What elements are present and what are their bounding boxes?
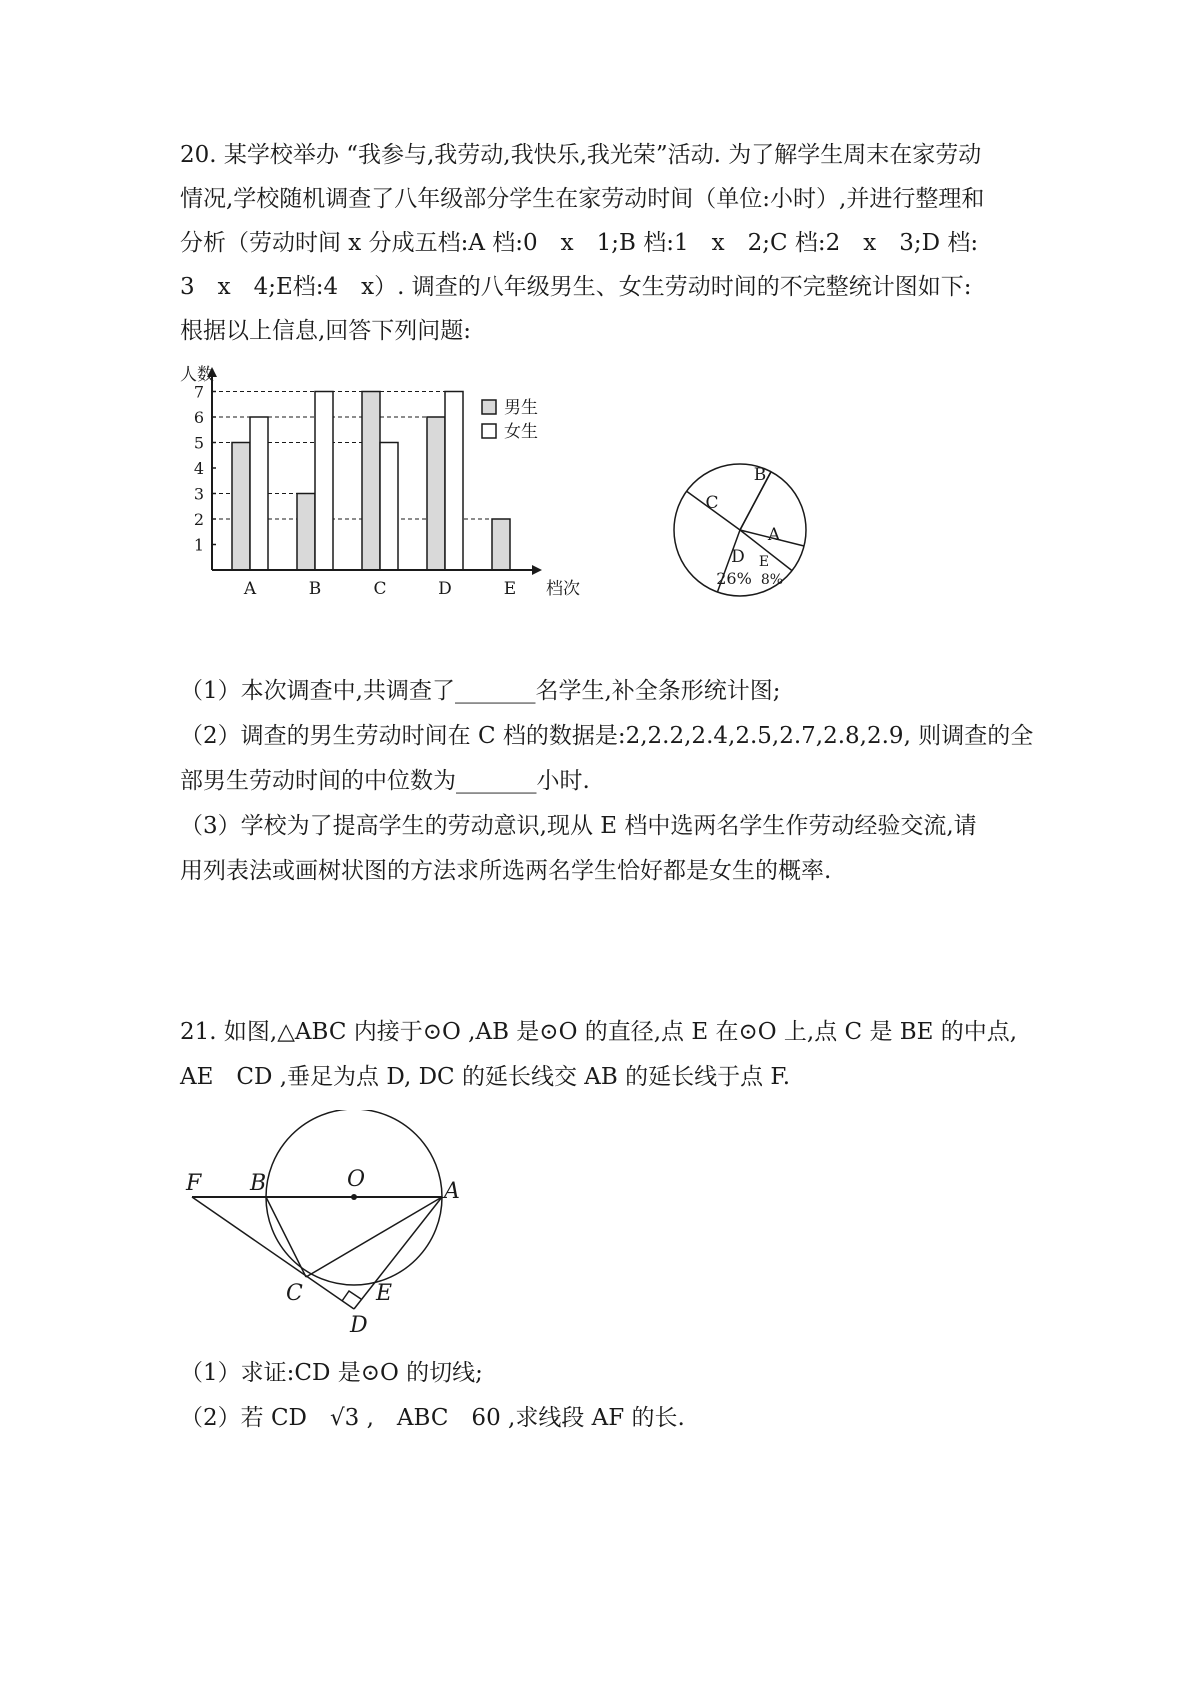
y-tick-label: 3 (193, 484, 204, 504)
pie-percent-D: 26% (716, 569, 752, 588)
line-ad (354, 1197, 442, 1309)
q20-line-5: 根据以上信息,回答下列问题: (180, 318, 472, 344)
x-axis-label: 档次 (546, 579, 580, 599)
label-b: B (250, 1171, 267, 1196)
q20-sub-2a: （2）调查的男生劳动时间在 C 档的数据是:2,2.2,2.4,2.5,2.7,2.8,2.9, 则调查的全 (180, 723, 1034, 749)
geometry-figure (180, 1110, 470, 1340)
point-o (351, 1194, 357, 1200)
legend-swatch-女生 (482, 424, 496, 438)
line-bc (266, 1197, 306, 1277)
x-axis-arrow (532, 565, 542, 575)
legend-label-女生: 女生 (504, 422, 538, 442)
line-ca (306, 1197, 442, 1277)
q20-line-1: 20. 某学校举办 “我参与,我劳动,我快乐,我光荣”活动. 为了解学生周末在家劳动 (180, 142, 982, 168)
y-tick-label: 4 (193, 459, 204, 478)
bar-女生-D (445, 392, 463, 571)
q20-line-4: 3 x 4;E档:4 x）. 调查的八年级男生、女生劳动时间的不完整统计图如下: (180, 274, 972, 300)
x-tick-label: B (308, 579, 322, 599)
bar-chart (180, 362, 620, 612)
line-fd (192, 1197, 354, 1309)
q21-sub-1: （1）求证:CD 是⊙O 的切线; (180, 1360, 483, 1386)
bar-男生-A (232, 443, 250, 571)
pie-label-E: E (758, 554, 770, 570)
pie-chart (660, 450, 820, 610)
q21-line-2: AE CD ,垂足为点 D, DC 的延长线交 AB 的延长线于点 F. (180, 1064, 791, 1090)
x-tick-label: A (243, 579, 257, 599)
q20-line-3: 分析（劳动时间 x 分成五档:A 档:0 x 1;B 档:1 x 2;C 档:2 x 3;D 档: (180, 230, 979, 256)
y-tick-label: 6 (193, 408, 204, 427)
y-tick-label: 1 (193, 535, 204, 555)
x-tick-label: C (373, 579, 387, 599)
bar-男生-B (297, 494, 315, 571)
pie-label-C: C (705, 493, 719, 513)
bar-女生-B (315, 392, 333, 571)
pie-label-D: D (731, 547, 745, 567)
q20-line-2: 情况,学校随机调查了八年级部分学生在家劳动时间（单位:小时）,并进行整理和 (180, 186, 985, 212)
y-tick-label: 7 (193, 382, 204, 402)
q20-sub-3a: （3）学校为了提高学生的劳动意识,现从 E 档中选两名学生作劳动经验交流,请 (180, 813, 977, 839)
label-c: C (286, 1281, 303, 1306)
y-axis-label: 人数 (180, 365, 214, 385)
q20-sub-2b: 部男生劳动时间的中位数为_______小时. (180, 768, 590, 794)
bar-男生-C (362, 392, 380, 571)
q20-sub-1: （1）本次调查中,共调查了_______名学生,补全条形统计图; (180, 678, 781, 704)
y-tick-label: 2 (193, 510, 204, 529)
bar-女生-C (380, 443, 398, 571)
label-o: O (347, 1167, 366, 1192)
pie-label-B: B (753, 465, 767, 485)
pie-label-A: A (767, 525, 781, 545)
x-tick-label: D (438, 579, 452, 599)
pie-percent-E: 8% (760, 572, 784, 588)
label-e: E (376, 1281, 393, 1306)
x-tick-label: E (503, 579, 517, 599)
label-f: F (186, 1171, 202, 1196)
bar-女生-A (250, 417, 268, 570)
q21-sub-2: （2）若 CD √3 , ABC 60 ,求线段 AF 的长. (180, 1405, 685, 1431)
bar-男生-E (492, 519, 510, 570)
q20-sub-3b: 用列表法或画树状图的方法求所选两名学生恰好都是女生的概率. (180, 858, 832, 884)
y-tick-label: 5 (193, 433, 204, 453)
bar-男生-D (427, 417, 445, 570)
label-d: D (350, 1313, 368, 1338)
legend-label-男生: 男生 (504, 398, 538, 418)
legend-swatch-男生 (482, 400, 496, 414)
right-angle-mark (342, 1291, 361, 1301)
label-a: A (444, 1179, 460, 1204)
q21-line-1: 21. 如图,△ABC 内接于⊙O ,AB 是⊙O 的直径,点 E 在⊙O 上,点 C 是 BE 的中点, (180, 1019, 1018, 1045)
